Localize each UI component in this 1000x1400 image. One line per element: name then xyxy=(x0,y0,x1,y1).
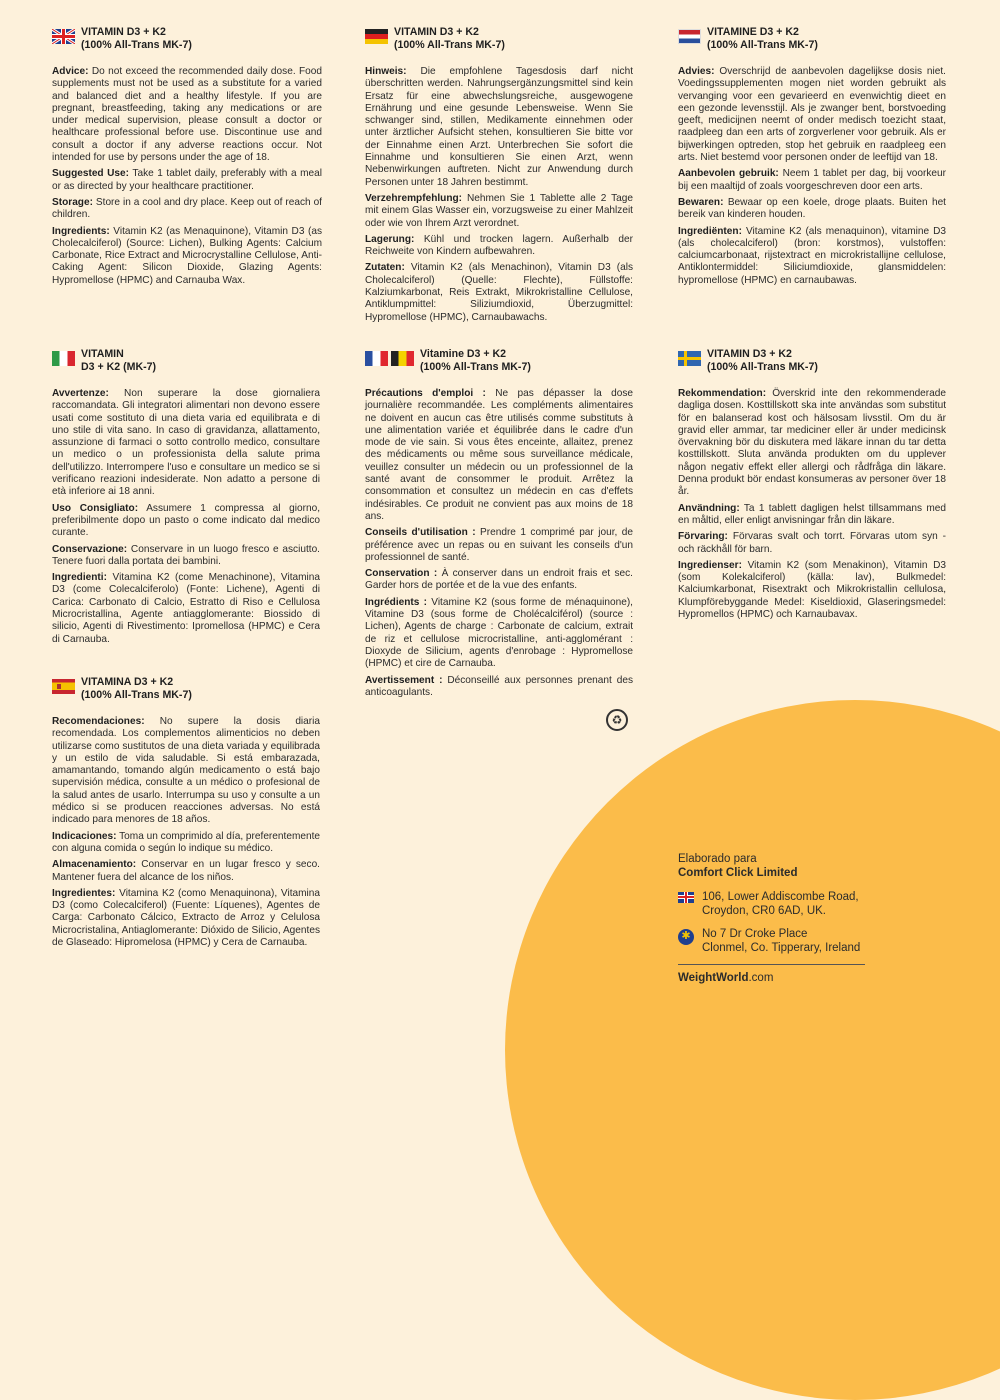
paragraph-ingredients: Ingredientes: Vitamina K2 (como Menaquinona), Vitamina D3 (como Colecalciferol) (Fuente: Líquenes), Agentes de Carga: Carbonato Cálcico, Extracto de Arroz y Celulosa Microcristalina, Antiaglomerante: Dióxido de Silicio, Agentes de Glaseado: Hipromelosa (HPMC) y Cera de Carnauba. xyxy=(52,887,321,949)
section-french xyxy=(365,348,633,703)
eu-address-line-2: Clonmel, Co. Tipperary, Ireland xyxy=(702,942,861,954)
paragraph-ingredients: Zutaten: Vitamin K2 (als Menachinon), Vitamin D3 (als Cholecalciferol) (Quelle: Flechte), Füllstoffe: Kalziumkarbonat, Reis Extrakt, Mikrokristalline Cellulose, Antiklumpmittel: Siliziumdioxid, Überzugmittel: Hypromellose (HPMC), Carnaubawachs. xyxy=(365,262,633,323)
section-subtitle: (100% All-Trans MK-7) xyxy=(394,39,505,51)
paragraph-advice: Avvertenze: Non superare la dose giornaliera raccomandata. Gli integratori alimentari non devono essere usati come sostituto di una dieta varia ed equilibrata e di uno stile di vita sano. In caso di gravidanza, allattamento, assunzione di farmaci o sotto controllo medico, consultare un medico o un professionista della salute prima dell'utilizzo. Interrompere l'uso e consultare un medico se si verificano reazioni indesiderate. Non adatto a persone di età inferiore ai 18 anni. xyxy=(52,388,320,498)
spain-flag-icon xyxy=(52,679,75,694)
section-header xyxy=(52,26,322,52)
website-link[interactable]: WeightWorld.com xyxy=(678,972,774,984)
section-spanish xyxy=(52,676,320,953)
section-title: VITAMIN D3 + K2 xyxy=(81,26,166,38)
paragraph-usage: Indicaciones: Toma un comprimido al día, preferentemente con alguna comida o según lo indique su médico. xyxy=(52,830,320,854)
decorative-sun-circle xyxy=(505,700,1000,1400)
section-title: VITAMIN D3 + K2 xyxy=(707,348,792,360)
section-title: VITAMINE D3 + K2 xyxy=(707,26,799,38)
section-subtitle: D3 + K2 (MK-7) xyxy=(81,361,157,373)
section-english xyxy=(52,26,322,291)
section-subtitle: (100% All-Trans MK-7) xyxy=(420,361,531,373)
germany-flag-icon xyxy=(365,29,388,44)
paragraph-usage: Uso Consigliato: Assumere 1 compressa al giorno, preferibilmente dopo un pasto o come indicato dal medico curante. xyxy=(52,502,320,539)
paragraph-advice: Rekommendation: Överskrid inte den rekommenderade dagliga dosen. Kosttillskott ska inte användas som substitut för en balanserad kost och hälsosam livsstil. Om du är gravid eller ammar, tar mediciner eller är under medicinsk övervakning bör du diskutera med läkare innan du tar detta kosttillskott. Sluta använda produkten om du upplever någon negativ effekt eller allergi och rådfråga din läkare. Denna produkt bör endast konsumeras av personer över 18 år. xyxy=(678,388,946,498)
divider xyxy=(678,964,865,965)
uk-address-line-2: Croydon, CR0 6AD, UK. xyxy=(702,905,826,917)
paragraph-storage: Storage: Store in a cool and dry place. Keep out of reach of children. xyxy=(52,196,322,221)
eu-address xyxy=(678,927,865,955)
uk-address xyxy=(678,890,865,918)
section-header xyxy=(365,26,633,52)
section-subtitle: (100% All-Trans MK-7) xyxy=(81,689,192,701)
belgium-flag-icon xyxy=(391,351,414,366)
company-name: Comfort Click Limited xyxy=(678,867,798,879)
section-subtitle: (100% All-Trans MK-7) xyxy=(81,39,192,51)
paragraph-advice: Hinweis: Die empfohlene Tagesdosis darf nicht überschritten werden. Nahrungsergänzungsmittel sind kein Ersatz für eine abwechslungsreiche, ausgewogene Ernährung und eine gesunde Lebensweise. Wenn Sie schwanger sind, stillen, Medikamente einnehmen oder unter ärztlicher Aufsicht stehen, konsultieren Sie bitte vor der Einnahme einen Arzt. Unterbrechen Sie sofort die Einnahme und konsultieren Sie einen Arzt, wenn Nebenwirkungen auftreten. Nicht zur Anwendung durch Personen unter 18 Jahren bestimmt. xyxy=(365,66,633,188)
section-subtitle: (100% All-Trans MK-7) xyxy=(707,39,818,51)
paragraph-ingredients: Ingredienti: Vitamina K2 (come Menachinone), Vitamina D3 (come Colecalciferolo) (Fonte: Lichene), Agenti di Carica: Carbonato di Calcio, Estratto di Riso e Cellulosa Microcristallina, Agente antiagglomerante: Biossido di silicio, Agenti di Rivestimento: Ipromellosa (HPMC) e Cera di Carnauba. xyxy=(52,572,320,645)
made-for-label: Elaborado para xyxy=(678,853,757,865)
paragraph-advice: Précautions d'emploi : Ne pas dépasser la dose journalière recommandée. Les compléments alimentaires ne doivent en aucun cas être utilisés comme substituts à une alimentation variée et équilibrée dans le cadre d'un mode de vie sain. Si vous êtes enceinte, allaitez, prenez des médicaments ou même sous surveillance médicale, veuillez consulter un médecin ou un professionnel de la santé avant de consommer le produit. Arrêtez la consommation et consultez un médecin en cas d'effets indésirables. Ce produit ne convient pas aux moins de 18 ans. xyxy=(365,388,634,522)
uk-flag-icon xyxy=(678,892,694,903)
section-title: VITAMIN D3 + K2 xyxy=(394,26,479,38)
paragraph-ingredients: Ingrédients : Vitamine K2 (sous forme de ménaquinone), Vitamine D3 (sous forme de Cholécalciférol) (source : Lichen), Agents de charge : Carbonate de calcium, extrait de riz et cellulose microcristalline, anti-agglomérant : Dioxyde de Silicium, agents d'enrobage : Hypromellose (HPMC) et cire de Carnauba. xyxy=(365,596,633,670)
paragraph-ingredients: Ingrediënten: Vitamine K2 (als menaquinon), vitamine D3 (als cholecalciferol) (bron: korstmos), vulstoffen: calciumcarbonaat, rijstextract en microkristallijne cellulose, Antiklontermiddel: Siliciumdioxide, glansmiddelen: hypromellose (HPMC) en carnaubawas. xyxy=(678,225,946,286)
eu-address-line-1: No 7 Dr Croke Place xyxy=(702,928,808,940)
paragraph-storage: Conservazione: Conservare in un luogo fresco e asciutto. Tenere fuori dalla portata dei bambini. xyxy=(52,543,320,567)
company-info xyxy=(678,852,865,984)
section-title: VITAMIN xyxy=(81,348,124,360)
paragraph-usage: Verzehrempfehlung: Nehmen Sie 1 Tablette alle 2 Tage mit einem Glas Wasser ein, vorzugsweise zu einer Mahlzeit oder wie von Ihrem Arzt verordnet. xyxy=(365,192,633,229)
paragraph-ingredients: Ingredients: Vitamin K2 (as Menaquinone), Vitamin D3 (as Cholecalciferol) (Source: Lichen), Bulking Agents: Calcium Carbonate, Rice Extract and Microcrystalline Cellulose, Anti-Caking Agent: Silicon Dioxide, Glazing Agents: Hypromellose (HPMC) and Carnauba Wax. xyxy=(52,225,322,286)
eu-flag-icon xyxy=(678,929,694,945)
paragraph-usage: Suggested Use: Take 1 tablet daily, preferably with a meal or as directed by your healthcare practitioner. xyxy=(52,168,323,192)
section-header xyxy=(365,348,633,374)
section-title: VITAMINA D3 + K2 xyxy=(81,676,174,688)
paragraph-advice: Advies: Overschrijd de aanbevolen dagelijkse dosis niet. Voedingssupplementen mogen niet worden gebruikt als vervanging voor een gevarieerd en evenwichtig dieet en een gezonde levensstijl. Als je zwanger bent, borstvoeding geeft, medicijnen neemt of onder medisch toezicht staat, raadpleeg dan een arts of zorgverlener voor gebruik. Als er bijwerkingen optreden, stop het gebruik en raadpleeg een arts. Niet bestemd voor personen onder de leeftijd van 18. xyxy=(678,66,946,164)
paragraph-advice: Advice: Do not exceed the recommended daily dose. Food supplements must not be used as a substitute for a varied and balanced diet and a healthy lifestyle. If you are pregnant, breastfeeding, taking any medications or are under medical supervision, please consult a doctor or healthcare professional before use. Discontinue use and consult a doctor if any adverse reactions occur. Not intended for use by persons under the age of 18. xyxy=(52,66,323,164)
section-dutch xyxy=(678,26,946,291)
section-subtitle: (100% All-Trans MK-7) xyxy=(707,361,818,373)
section-italian xyxy=(52,348,320,650)
paragraph-warning: Avertissement : Déconseillé aux personnes prenant des anticoagulants. xyxy=(365,674,633,698)
section-german xyxy=(365,26,633,328)
france-flag-icon xyxy=(365,351,388,366)
paragraph-storage: Lagerung: Kühl und trocken lagern. Außerhalb der Reichweite von Kindern aufbewahren. xyxy=(365,233,633,258)
sweden-flag-icon xyxy=(678,351,701,366)
netherlands-flag-icon xyxy=(678,29,701,44)
paragraph-storage: Förvaring: Förvaras svalt och torrt. Förvaras utom syn - och räckhåll för barn. xyxy=(678,531,946,555)
italy-flag-icon xyxy=(52,351,75,366)
section-title: Vitamine D3 + K2 xyxy=(420,348,507,360)
section-header xyxy=(678,348,946,374)
paragraph-usage: Användning: Ta 1 tablett dagligen helst tillsammans med en måltid, eller enligt anvisningar från din läkare. xyxy=(678,502,946,526)
tidyman-recycle-icon: ♻ xyxy=(606,709,628,731)
paragraph-storage: Conservation : À conserver dans un endroit frais et sec. Garder hors de portée et de la vue des enfants. xyxy=(365,568,633,592)
paragraph-storage: Almacenamiento: Conservar en un lugar fresco y seco. Mantener fuera del alcance de los niños. xyxy=(52,859,320,883)
section-header xyxy=(678,26,946,52)
section-swedish xyxy=(678,348,946,625)
paragraph-storage: Bewaren: Bewaar op een koele, droge plaats. Buiten het bereik van kinderen houden. xyxy=(678,196,946,221)
paragraph-usage: Aanbevolen gebruik: Neem 1 tablet per dag, bij voorkeur bij een maaltijd of zoals voorgeschreven door een arts. xyxy=(678,168,946,192)
uk-address-line-1: 106, Lower Addiscombe Road, xyxy=(702,891,859,903)
section-header xyxy=(52,676,320,702)
section-header xyxy=(52,348,320,374)
uk-flag-icon xyxy=(52,29,75,44)
paragraph-advice: Recomendaciones: No supere la dosis diaria recomendada. Los complementos alimenticios no deben utilizarse como sustitutos de una dieta variada y equilibrada y un estilo de vida saludable. Si está embarazada, amamantando, tomando algún medicamento o está bajo supervisión médica, consulte a un médico o profesional de la salud antes de usarlo. Interrumpa su uso y consulte a un médico si se producen reacciones adversas. No está indicado para menores de 18 años. xyxy=(52,716,321,826)
paragraph-usage: Conseils d'utilisation : Prendre 1 comprimé par jour, de préférence avec un repas ou en suivant les conseils d'un professionnel de santé. xyxy=(365,527,633,563)
paragraph-ingredients: Ingredienser: Vitamin K2 (som Menakinon), Vitamin D3 (som Kolekalciferol) (källa: lav), Bulkmedel: Kalciumkarbonat, Risextrakt och Mikrokristallin cellulosa, Klumpförebyggande Medel: Kiseldioxid, Glaseringsmedel: Hypromellos (HPMC) och Karnaubavax. xyxy=(678,559,946,621)
